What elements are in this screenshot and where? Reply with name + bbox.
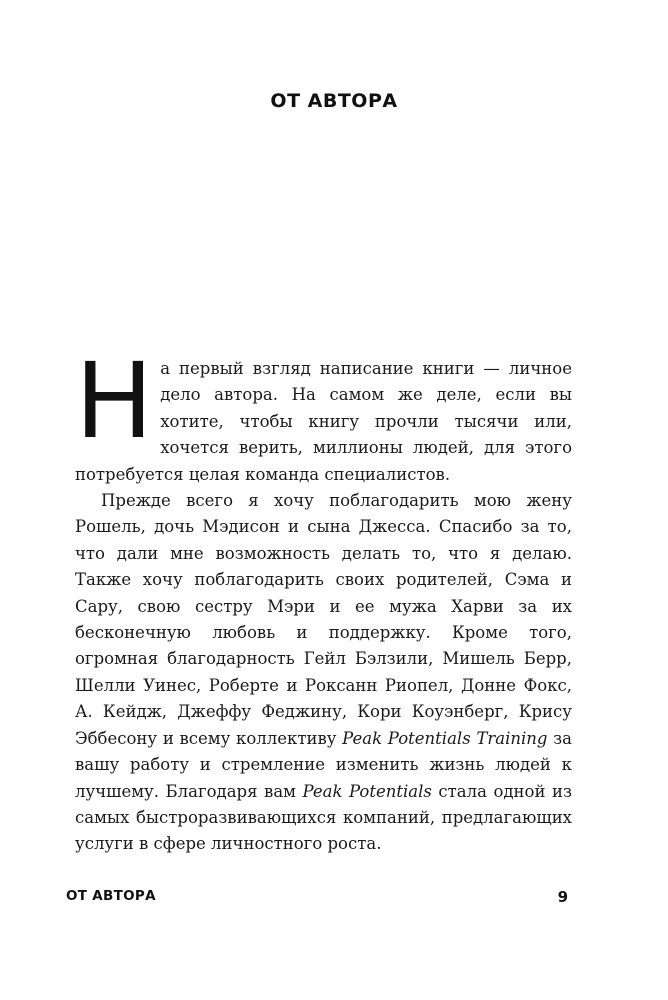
paragraph-2-segment-3: стала одной из самых быстроразвивающихся компаний, предлагающих услуги в сфере личностного роста. <box>75 781 572 854</box>
paragraph-2-segment-2: за вашу работу и стремление изменить жизнь людей к лучшему. Благодаря вам <box>75 728 572 801</box>
drop-cap: Н <box>75 340 154 462</box>
paragraph-1-text: а первый взгляд написание книги — личное дело автора. На самом же деле, если вы хотите, чтобы книгу прочли тысячи или, хочется верить, миллионы людей, для этого потребуется целая команда специалистов. <box>75 359 572 484</box>
paragraph-2 <box>75 488 572 858</box>
running-head: ОТ АВТОРА <box>66 888 156 904</box>
body-text <box>75 340 572 858</box>
paragraph-2-segment-1: Прежде всего я хочу поблагодарить мою жену Рошель, дочь Мэдисон и сына Джесса. Спасибо за то, что дали мне возможность делать то, что я делаю. Также хочу поблагодарить своих родителей, Сэма и Сару, свою сестру Мэри и ее мужа Харви за их бесконечную любовь и поддержку. Кроме того, огромная благодарность Гейл Бэлзили, Мишель Берр, Шелли Уинес, Роберте и Роксанн Риопел, Донне Фокс, А. Кейдж, Джеффу Феджину, Кори Коуэнберг, Крису Эббесону и всему коллективу <box>75 491 572 748</box>
page-number: 9 <box>557 888 568 906</box>
page-title: ОТ АВТОРА <box>270 90 398 112</box>
italic-company-name-1: Peak Potentials Training <box>342 728 548 748</box>
paragraph-1 <box>75 340 572 488</box>
italic-company-name-2: Peak Potentials <box>302 781 432 801</box>
